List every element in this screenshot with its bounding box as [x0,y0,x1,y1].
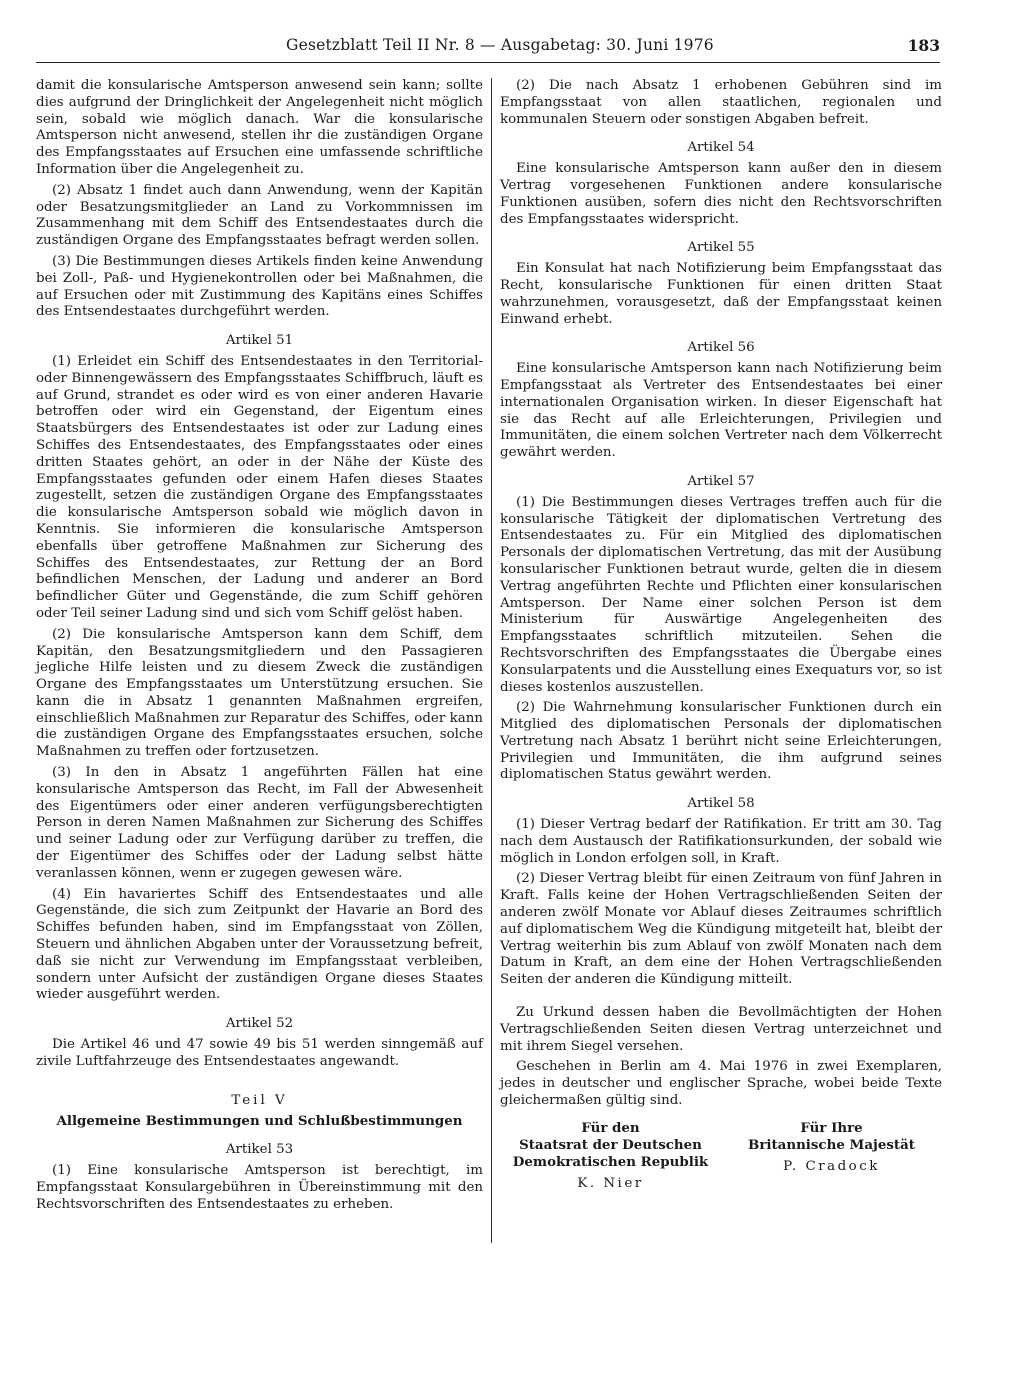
paragraph: Geschehen in Berlin am 4. Mai 1976 in zwei Exemplaren, jedes in deutscher und englischer Sprache, wobei beide Texte gleichermaßen gültig sind. [500,1059,942,1109]
header-title: Gesetzblatt Teil II Nr. 8 — Ausgabetag: 30. Juni 1976 [286,36,714,54]
paragraph: Eine konsularische Amtsperson kann außer den in diesem Vertrag vorgesehenen Funktionen andere konsularische Funktionen ausüben, sofern dies nicht den Rechtsvorschriften des Empfangsstaates widerspricht. [500,161,942,227]
paragraph: Die Artikel 46 und 47 sowie 49 bis 51 werden sinngemäß auf zivile Luftfahrzeuge des Entsendestaates angewandt. [36,1037,483,1069]
paragraph: Eine konsularische Amtsperson kann nach Notifizierung beim Empfangsstaat als Vertreter des Entsendestaates bei einer internationalen Organisation wirken. In dieser Eigenschaft hat sie das Recht auf alle Erleichterungen, Privilegien und Immunitäten, die einem solchen Vertreter nach dem Völkerrecht gewährt werden. [500,361,942,461]
column-divider [491,78,492,1243]
signature-gdr [506,1120,716,1193]
signatory-name: K. Nier [577,1175,644,1191]
signature-for-line: Für Ihre [800,1119,863,1136]
signature-uk [727,1120,937,1193]
signature-for-line: Staatsrat der Deutschen [519,1136,702,1153]
paragraph: (2) Absatz 1 findet auch dann Anwendung, wenn der Kapitän oder Besatzungsmitglieder an Land zu Vorkommnissen im Zusammenhang mit dem Schiff des Entsendestaates durch die zuständigen Organe des Empfangsstaates befragt werden sollen. [36,182,483,249]
paragraph: (2) Die Wahrnehmung konsularischer Funktionen durch ein Mitglied des diplomatischen Personals der diplomatischen Vertretung nach Absatz 1 berührt nicht seine Erleichterungen, Privilegien und Immunitäten, die ihm aufgrund seines diplomatischen Status gewährt werden. [500,700,942,783]
article-heading: Artikel 54 [687,140,755,156]
paragraph: (3) In den in Absatz 1 angeführten Fällen hat eine konsularische Amtsperson das Recht, im Fall der Abwesenheit des Eigentümers oder einer anderen verfügungsberechtigten Person in deren Namen Maßnahmen zur Sicherung des Schiffes und seiner Ladung oder zur Verfügung darüber zu treffen, die der Eigentümer des Schiffes oder der Ladung selbst hätte veranlassen können, wenn er zugegen gewesen wäre. [36,765,483,881]
article-heading: Artikel 55 [687,240,755,256]
paragraph: damit die konsularische Amtsperson anwesend sein kann; sollte dies aufgrund der Dringlichkeit der Angelegenheit nicht möglich sein, sobald wie möglich danach. War die konsularische Amtsperson nicht anwesend, stellen ihr die zuständigen Organe des Empfangsstaates auf Ersuchen eine umfassende schriftliche Information über die Angelegenheit zu. [36,78,483,177]
paragraph: (2) Dieser Vertrag bleibt für einen Zeitraum von fünf Jahren in Kraft. Falls keine der Hohen Vertragschließenden Seiten der anderen zwölf Monate vor Ablauf dieses Zeitraumes schriftlich auf diplomatischem Weg die Kündigung mitgeteilt hat, bleibt der Vertrag weiterhin bis zum Ablauf von zwölf Monaten nach dem Datum in Kraft, an dem eine der Hohen Vertragschließenden Seiten der anderen die Kündigung mitteilt. [500,871,942,988]
article-heading: Artikel 53 [225,1142,294,1158]
left-column [36,78,483,1217]
signature-for-line: Britannische Majestät [748,1136,915,1153]
article-heading: Artikel 57 [687,473,755,489]
paragraph: (1) Eine konsularische Amtsperson ist berechtigt, im Empfangsstaat Konsulargebühren in Übereinstimmung mit den Rechtsvorschriften des Entsendestaates zu erheben. [36,1163,483,1212]
article-heading: Artikel 56 [687,340,755,356]
page-number: 183 [907,36,940,55]
right-column [500,78,942,1193]
part-heading: Teil V [231,1092,288,1108]
signature-block [500,1120,942,1193]
paragraph: Zu Urkund dessen haben die Bevollmächtigten der Hohen Vertragschließenden Seiten diesen Vertrag unterzeichnet und mit ihrem Siegel versehen. [500,1005,942,1054]
article-heading: Artikel 58 [687,796,755,812]
paragraph: (3) Die Bestimmungen dieses Artikels finden keine Anwendung bei Zoll-, Paß- und Hygienekontrollen oder bei Maßnahmen, die auf Ersuchen oder mit Zustimmung des Kapitäns eines Schiffes des Entsendestaates durchgeführt werden. [36,253,483,320]
signature-for-line: Für den [581,1119,640,1136]
spacer [500,993,942,1005]
paragraph: (1) Erleidet ein Schiff des Entsendestaates in den Territorial- oder Binnengewässern des Empfangsstaates Schiffbruch, läuft es auf Grund, strandet es oder wird es von einer anderen Havarie betroffen oder wird ein Gegenstand, der Eigentum eines Staatsbürgers des Entsendestaates ist oder zur Ladung eines Schiffes des Entsendestaates, des Empfangsstaates oder eines dritten Staates gehört, an oder in der Nähe der Küste des Empfangsstaates gefunden oder einem Hafen dieses Staates zugestellt, setzen die zuständigen Organe des Empfangsstaates die konsularische Amtsperson sobald wie möglich davon in Kenntnis. Sie informieren die konsularische Amtsperson ebenfalls über getroffene Maßnahmen zur Sicherung des Schiffes des Entsendestaates, zur Rettung der an Bord befindlichen Menschen, der Ladung und anderer an Bord befindlicher Güter und Gegenstände, die zum Schiff gehören oder Teil seiner Ladung sind und sich vom Schiff gelöst haben. [36,353,483,621]
paragraph: (2) Die konsularische Amtsperson kann dem Schiff, dem Kapitän, den Besatzungsmitgliedern und den Passagieren jegliche Hilfe leisten und zu diesem Zweck die zuständigen Organe des Empfangsstaates um Unterstützung ersuchen. Sie kann die in Absatz 1 genannten Maßnahmen ergreifen, einschließlich Maßnahmen zur Reparatur des Schiffes, oder kann die zuständigen Organe des Empfangsstaates ersuchen, solche Maßnahmen zu treffen oder fortzusetzen. [36,626,483,760]
paragraph: (4) Ein havariertes Schiff des Entsendestaates und alle Gegenstände, die sich zum Zeitpunkt der Havarie an Bord des Schiffes befunden haben, sind im Empfangsstaat von Zöllen, Steuern und ähnlichen Abgaben unter der Voraussetzung befreit, daß sie nicht zur Verwendung im Empfangsstaat verbleiben, sondern unter Aufsicht der zuständigen Organe dieses Staates wieder ausgeführt werden. [36,886,483,1003]
part-subtitle: Allgemeine Bestimmungen und Schlußbestimmungen [56,1113,463,1130]
paragraph: (2) Die nach Absatz 1 erhobenen Gebühren sind im Empfangsstaat von allen staatlichen, regionalen und kommunalen Steuern oder sonstigen Abgaben befreit. [500,78,942,127]
article-heading: Artikel 52 [225,1016,294,1032]
signature-for-line: Demokratischen Republik [512,1153,709,1170]
signatory-name: P. Cradock [783,1158,880,1174]
page-header [36,34,940,63]
paragraph: (1) Dieser Vertrag bedarf der Ratifikation. Er tritt am 30. Tag nach dem Austausch der Ratifikationsurkunden, der sobald wie möglich in London erfolgen soll, in Kraft. [500,817,942,866]
article-heading: Artikel 51 [225,333,294,349]
paragraph: Ein Konsulat hat nach Notifizierung beim Empfangsstaat das Recht, konsularische Funktionen für einen dritten Staat wahrzunehmen, vorausgesetzt, daß der Empfangsstaat keinen Einwand erhebt. [500,261,942,327]
paragraph: (1) Die Bestimmungen dieses Vertrages treffen auch für die konsularische Tätigkeit der diplomatischen Vertretung des Entsendestaates zu. Für ein Mitglied des diplomatischen Personals der diplomatischen Vertretung, das mit der Ausübung konsularischer Funktionen betraut wurde, gelten die in diesem Vertrag angeführten Rechte und Pflichten einer konsularischen Amtsperson. Der Name einer solchen Person ist dem Ministerium für Auswärtige Angelegenheiten des Empfangsstaates schriftlich mitzuteilen. Sehen die Rechtsvorschriften des Empfangsstaates die Übergabe eines Konsularpatents und die Ausstellung eines Exequaturs vor, so ist dieses kostenlos auszustellen. [500,494,942,695]
